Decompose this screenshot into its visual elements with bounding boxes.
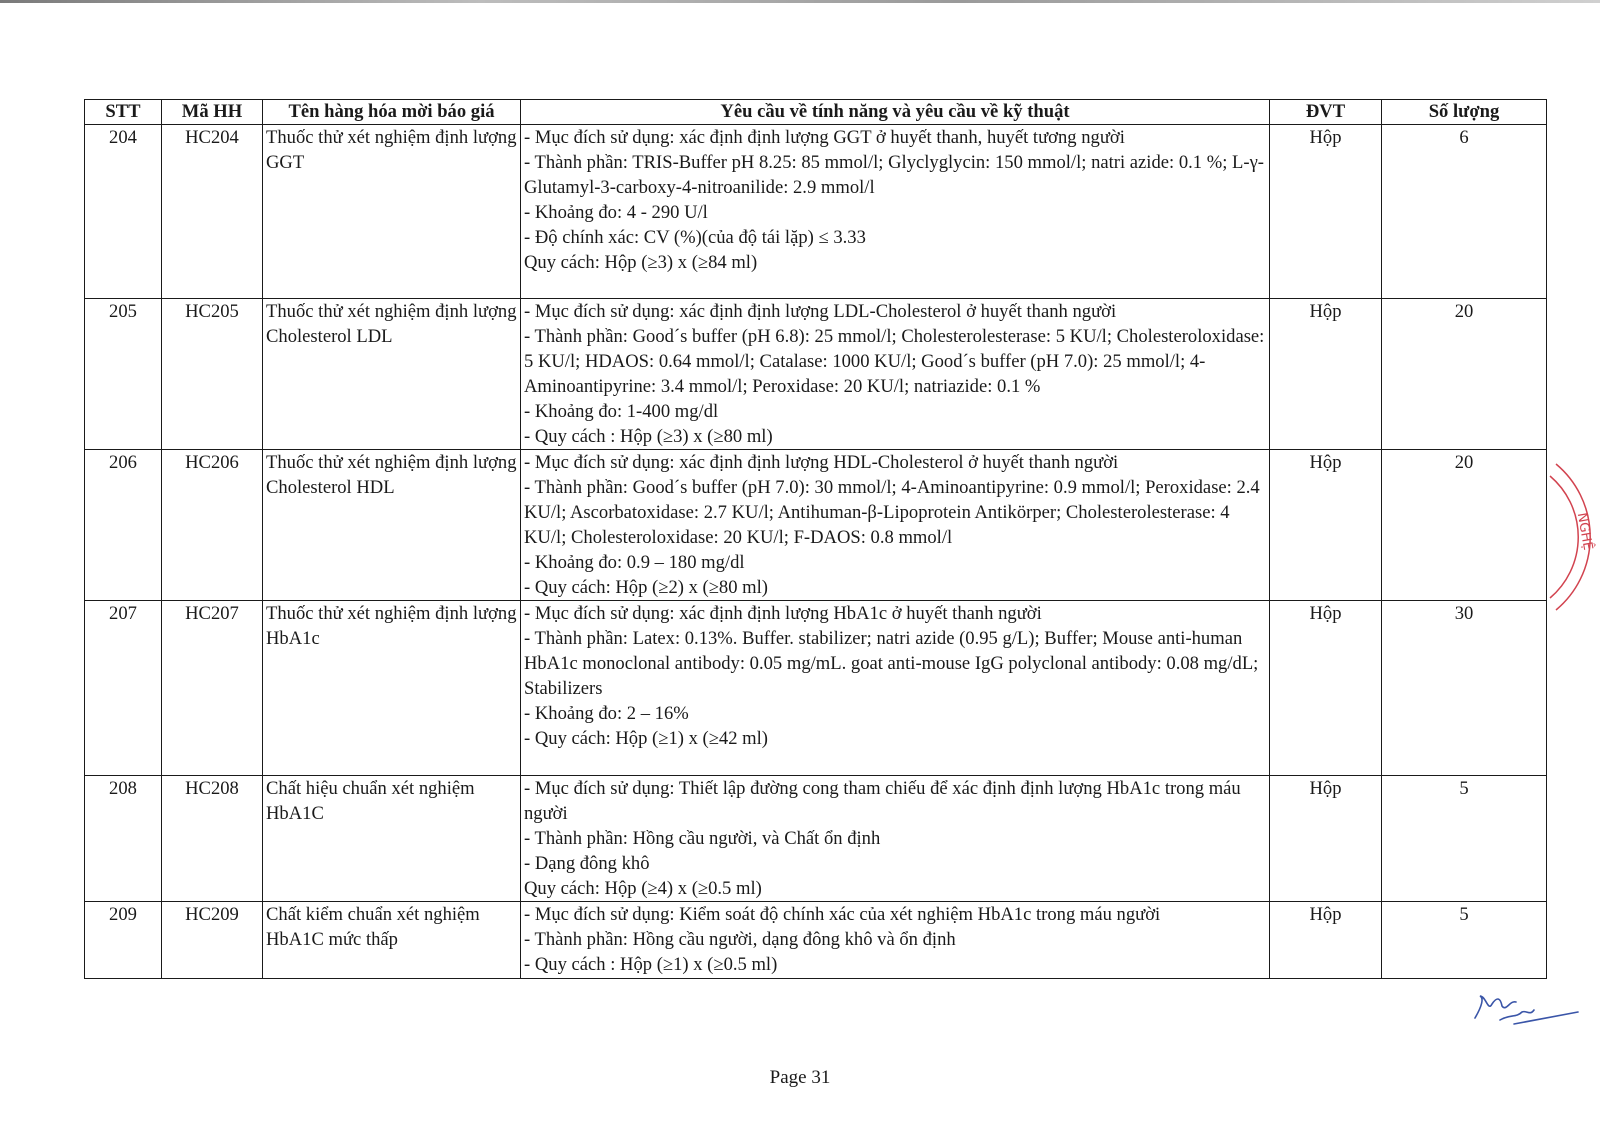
requirement-line: - Quy cách: Hộp (≥1) x (≥42 ml) bbox=[524, 728, 768, 749]
cell-unit: Hộp bbox=[1270, 450, 1382, 601]
cell-code: HC206 bbox=[162, 450, 263, 601]
cell-unit: Hộp bbox=[1270, 601, 1382, 776]
cell-stt: 209 bbox=[85, 902, 162, 979]
table-header-row bbox=[85, 100, 1547, 125]
requirement-line: Quy cách: Hộp (≥4) x (≥0.5 ml) bbox=[524, 878, 762, 899]
cell-stt: 207 bbox=[85, 601, 162, 776]
cell-name: Thuốc thử xét nghiệm định lượng Cholesterol HDL bbox=[263, 450, 521, 601]
scan-top-edge bbox=[0, 0, 1600, 3]
page-number: Page 31 bbox=[769, 1067, 831, 1088]
requirement-line: - Khoảng đo: 4 - 290 U/l bbox=[524, 202, 708, 223]
cell-code: HC209 bbox=[162, 902, 263, 979]
cell-requirements bbox=[521, 776, 1270, 902]
cell-unit: Hộp bbox=[1270, 125, 1382, 299]
requirement-line: - Khoảng đo: 2 – 16% bbox=[524, 703, 689, 724]
requirement-line: - Mục đích sử dụng: Kiểm soát độ chính xác của xét nghiệm HbA1c trong máu người bbox=[524, 904, 1161, 925]
requirement-line: - Mục đích sử dụng: Thiết lập đường cong tham chiếu để xác định định lượng HbA1c trong máu người bbox=[524, 778, 1241, 824]
requirement-line: - Thành phần: TRIS-Buffer pH 8.25: 85 mmol/l; Glyclyglycin: 150 mmol/l; natri azide: 0.1 %; L-γ-Glutamyl-3-carboxy-4-nitroanilide: 2.9 mmol/l bbox=[524, 152, 1264, 198]
requirement-line: - Khoảng đo: 0.9 – 180 mg/dl bbox=[524, 552, 745, 573]
cell-name: Thuốc thử xét nghiệm định lượng HbA1c bbox=[263, 601, 521, 776]
cell-name: Chất hiệu chuẩn xét nghiệm HbA1C bbox=[263, 776, 521, 902]
requirement-line: - Thành phần: Latex: 0.13%. Buffer. stabilizer; natri azide (0.95 g/L); Buffer; Mouse anti-human HbA1c monoclonal antibody: 0.05 mg/mL. goat anti-mouse IgG polyclonal antibody: 0.08 mg/dL; Stabilizers bbox=[524, 628, 1259, 699]
cell-name: Thuốc thử xét nghiệm định lượng GGT bbox=[263, 125, 521, 299]
svg-text:NGHỆ: NGHỆ bbox=[1573, 511, 1596, 552]
header-quantity: Số lượng bbox=[1382, 100, 1547, 125]
cell-quantity: 20 bbox=[1382, 299, 1547, 450]
header-stt: STT bbox=[85, 100, 162, 125]
cell-code: HC207 bbox=[162, 601, 263, 776]
requirement-line: - Mục đích sử dụng: xác định định lượng HbA1c ở huyết thanh người bbox=[524, 603, 1042, 624]
requirement-line: - Mục đích sử dụng: xác định định lượng GGT ở huyết thanh, huyết tương người bbox=[524, 127, 1125, 148]
requirement-line: - Quy cách: Hộp (≥2) x (≥80 ml) bbox=[524, 577, 768, 598]
requirement-line: - Thành phần: Hồng cầu người, và Chất ổn định bbox=[524, 828, 881, 849]
red-seal-stamp bbox=[1548, 462, 1600, 612]
cell-quantity: 6 bbox=[1382, 125, 1547, 299]
requirement-line: - Mục đích sử dụng: xác định định lượng LDL-Cholesterol ở huyết thanh người bbox=[524, 301, 1117, 322]
requirement-line: - Quy cách : Hộp (≥3) x (≥80 ml) bbox=[524, 426, 773, 447]
cell-stt: 208 bbox=[85, 776, 162, 902]
table-row bbox=[85, 902, 1547, 979]
header-code: Mã HH bbox=[162, 100, 263, 125]
cell-requirements bbox=[521, 299, 1270, 450]
header-unit: ĐVT bbox=[1270, 100, 1382, 125]
cell-requirements bbox=[521, 902, 1270, 979]
cell-unit: Hộp bbox=[1270, 902, 1382, 979]
requirement-line: - Dạng đông khô bbox=[524, 853, 650, 874]
cell-unit: Hộp bbox=[1270, 776, 1382, 902]
cell-quantity: 30 bbox=[1382, 601, 1547, 776]
cell-quantity: 5 bbox=[1382, 776, 1547, 902]
handwritten-signature bbox=[1470, 988, 1580, 1028]
cell-unit: Hộp bbox=[1270, 299, 1382, 450]
header-requirements: Yêu cầu về tính năng và yêu cầu về kỹ thuật bbox=[521, 100, 1270, 125]
cell-stt: 204 bbox=[85, 125, 162, 299]
cell-requirements bbox=[521, 125, 1270, 299]
table-row bbox=[85, 450, 1547, 601]
cell-code: HC205 bbox=[162, 299, 263, 450]
cell-stt: 206 bbox=[85, 450, 162, 601]
cell-requirements bbox=[521, 601, 1270, 776]
cell-stt: 205 bbox=[85, 299, 162, 450]
table-row bbox=[85, 299, 1547, 450]
requirement-line: - Thành phần: Good´s buffer (pH 6.8): 25 mmol/l; Cholesterolesterase: 5 KU/l; Cholesteroloxidase: 5 KU/l; HDAOS: 0.64 mmol/l; Catalase: 1000 KU/l; Good´s buffer (pH 7.0): 25 mmol/l; 4-Aminoantipyrine: 3.4 mmol/l; Peroxidase: 20 KU/l; natriazide: 0.1 % bbox=[524, 326, 1265, 397]
requirement-line: Quy cách: Hộp (≥3) x (≥84 ml) bbox=[524, 252, 758, 273]
cell-quantity: 20 bbox=[1382, 450, 1547, 601]
header-name: Tên hàng hóa mời báo giá bbox=[263, 100, 521, 125]
requirement-line: - Thành phần: Hồng cầu người, dạng đông khô và ổn định bbox=[524, 929, 956, 950]
requirement-line: - Thành phần: Good´s buffer (pH 7.0): 30 mmol/l; 4-Aminoantipyrine: 0.9 mmol/l; Peroxidase: 2.4 KU/l; Ascorbatoxidase: 2.7 KU/l; Antihuman-β-Lipoprotein Antikörper; Cholesterolesterase: 4 KU/l; Cholesteroloxidase: 20 KU/l; F-DAOS: 0.8 mmol/l bbox=[524, 477, 1260, 548]
table-row bbox=[85, 125, 1547, 299]
requirement-line: - Quy cách : Hộp (≥1) x (≥0.5 ml) bbox=[524, 954, 778, 975]
cell-name: Chất kiểm chuẩn xét nghiệm HbA1C mức thấp bbox=[263, 902, 521, 979]
procurement-table bbox=[84, 99, 1547, 979]
cell-name: Thuốc thử xét nghiệm định lượng Cholesterol LDL bbox=[263, 299, 521, 450]
table-row bbox=[85, 601, 1547, 776]
requirement-line: - Độ chính xác: CV (%)(của độ tái lặp) ≤ 3.33 bbox=[524, 227, 866, 248]
table-row bbox=[85, 776, 1547, 902]
cell-requirements bbox=[521, 450, 1270, 601]
cell-code: HC208 bbox=[162, 776, 263, 902]
cell-code: HC204 bbox=[162, 125, 263, 299]
requirement-line: - Mục đích sử dụng: xác định định lượng HDL-Cholesterol ở huyết thanh người bbox=[524, 452, 1119, 473]
cell-quantity: 5 bbox=[1382, 902, 1547, 979]
requirement-line: - Khoảng đo: 1-400 mg/dl bbox=[524, 401, 719, 422]
